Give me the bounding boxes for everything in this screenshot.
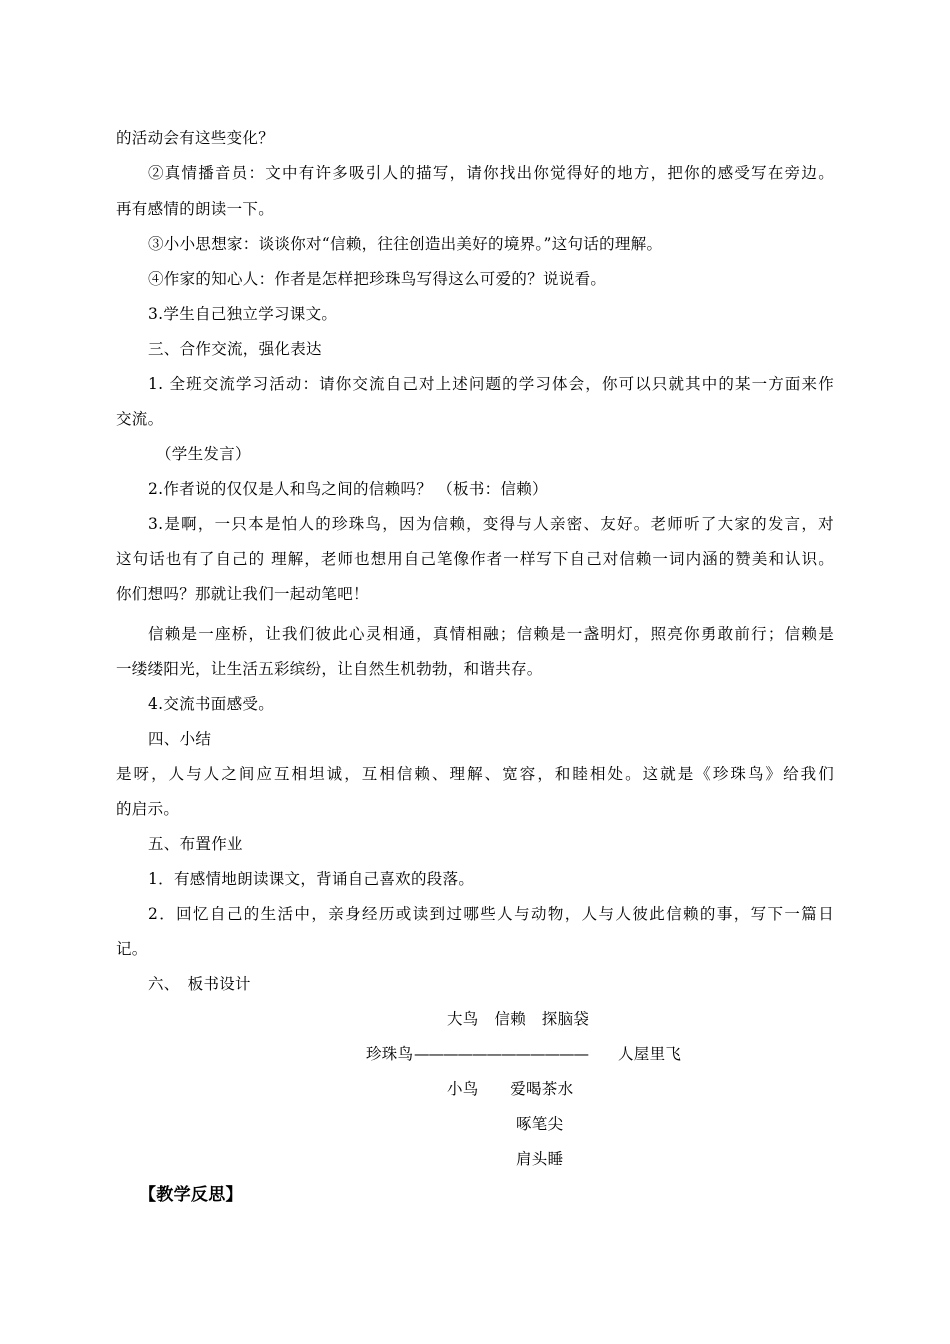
paragraph-line: ③小小思想家：谈谈你对“信赖，往往创造出美好的境界。”这句话的理解。 xyxy=(148,235,663,253)
section-heading: 三、合作交流，强化表达 xyxy=(148,340,322,358)
paragraph-line: 1. 全班交流学习活动：请你交流自己对上述问题的学习体会，你可以只就其中的某一方面来作 xyxy=(148,375,834,393)
board-row-sub: 肩头睡 xyxy=(516,1150,564,1168)
reflection-heading: 【教学反思】 xyxy=(139,1185,243,1205)
board-left-label: 珍珠鸟 xyxy=(366,1045,414,1063)
paragraph-line: 信赖是一座桥，让我们彼此心灵相通，真情相融；信赖是一盏明灯，照亮你勇敢前行；信赖是 xyxy=(148,625,834,643)
paragraph-line: 交流。 xyxy=(116,410,164,428)
board-connector-line: ———————————— xyxy=(414,1045,588,1063)
paragraph-line: 再有感情的朗读一下。 xyxy=(116,200,275,218)
paragraph-line: 4.交流书面感受。 xyxy=(148,695,274,713)
paragraph-line: 你们想吗？那就让我们一起动笔吧！ xyxy=(116,585,369,603)
paragraph-line: 3.学生自己独立学习课文。 xyxy=(148,305,338,323)
section-heading: 六、 板书设计 xyxy=(148,975,251,993)
paragraph-line: 是呀，人与人之间应互相坦诚，互相信赖、理解、宽容，和睦相处。这就是《珍珠鸟》给我们 xyxy=(116,765,834,783)
board-right-label: 人屋里飞 xyxy=(618,1045,682,1063)
board-row-bottom: 小鸟 爱喝茶水 xyxy=(447,1080,574,1098)
paragraph-line: 3.是啊，一只本是怕人的珍珠鸟，因为信赖，变得与人亲密、友好。老师听了大家的发言，对 xyxy=(148,515,834,533)
paragraph-line: ②真情播音员：文中有许多吸引人的描写，请你找出你觉得好的地方，把你的感受写在旁边。 xyxy=(148,164,834,182)
paragraph-line: （学生发言） xyxy=(156,445,251,463)
paragraph-line: ④作家的知心人：作者是怎样把珍珠鸟写得这么可爱的？说说看。 xyxy=(148,270,607,288)
paragraph-line: 这句话也有了自己的 理解，老师也想用自己笔像作者一样写下自己对信赖一词内涵的赞美和认识。 xyxy=(116,550,834,568)
paragraph-line: 1．有感情地朗读课文，背诵自己喜欢的段落。 xyxy=(148,870,475,888)
board-row-sub: 啄笔尖 xyxy=(516,1115,564,1133)
paragraph-line: 的启示。 xyxy=(116,800,180,818)
board-row-top: 大鸟 信赖 探脑袋 xyxy=(447,1010,590,1028)
section-heading: 四、小结 xyxy=(148,730,212,748)
paragraph-line: 记。 xyxy=(116,940,148,958)
paragraph-line: 2.作者说的仅仅是人和鸟之间的信赖吗？ （板书：信赖） xyxy=(148,480,548,498)
paragraph-line: 2．回忆自己的生活中，亲身经历或读到过哪些人与动物，人与人彼此信赖的事，写下一篇日 xyxy=(148,905,834,923)
paragraph-line: 的活动会有这些变化？ xyxy=(116,129,275,147)
paragraph-line: 一缕缕阳光，让生活五彩缤纷，让自然生机勃勃，和谐共存。 xyxy=(116,660,543,678)
section-heading: 五、布置作业 xyxy=(148,835,243,853)
